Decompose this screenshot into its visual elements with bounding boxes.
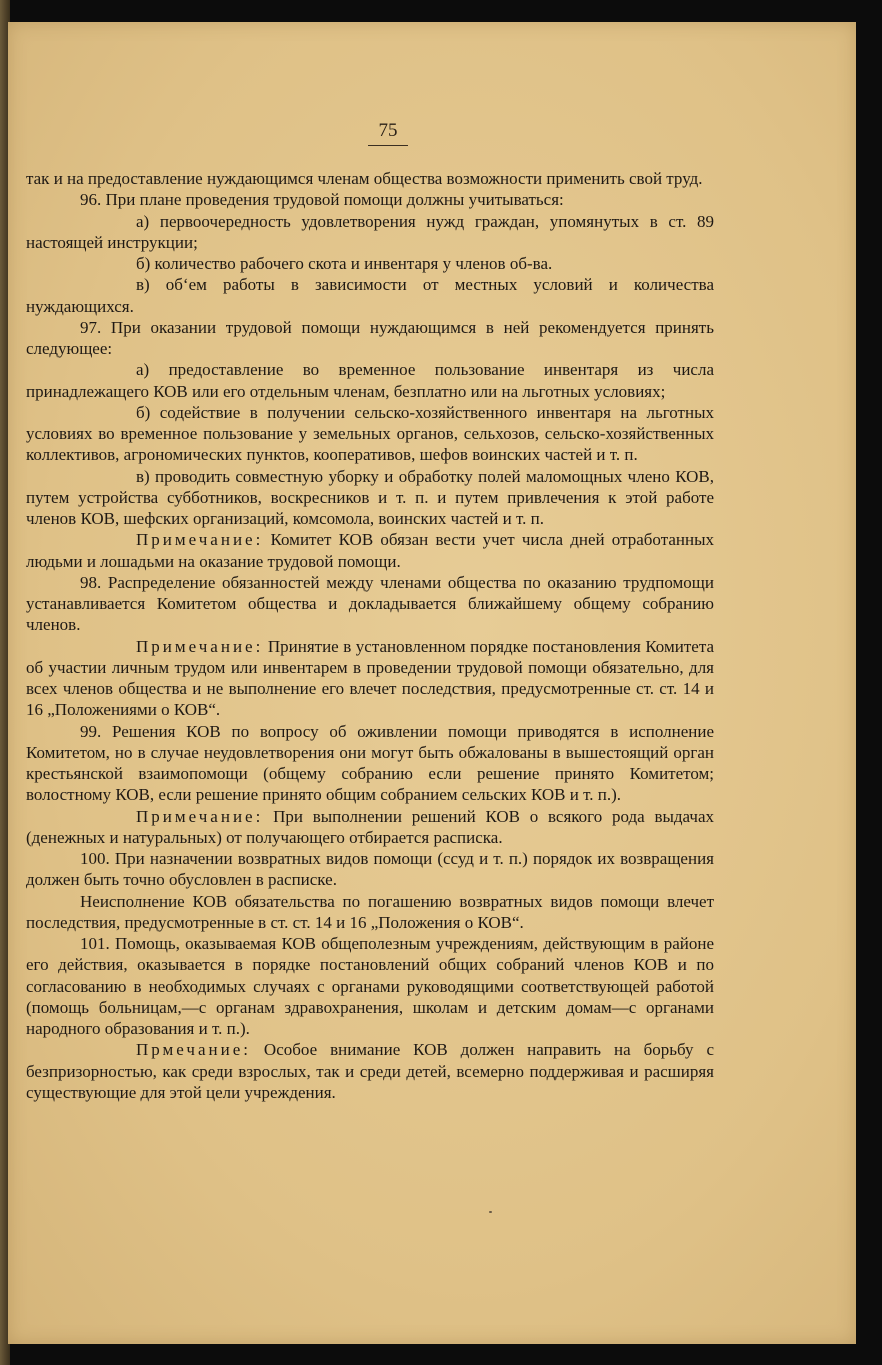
paragraph-97: 97. При оказании трудовой помощи нуждающимся в ней рекомендуется принять следующее: bbox=[26, 317, 714, 358]
item-97-c: в) проводить совместную уборку и обработку полей маломощных члено КОВ, путем устройства субботников, воскресников и т. п. и путем привлечения к этой работе членов КОВ, шефских организаций, комсомола, воинских частей и т. п. bbox=[26, 466, 714, 528]
note-label: Примечание: bbox=[136, 806, 264, 826]
ink-speck bbox=[489, 1211, 492, 1213]
note-text: Принятие в установленном порядке постановления Комитета об участии личным трудом или инвентарем в проведении трудовой помощи обязательно, для всех членов общества и не выполнение его влечет последствия, предусмотренные ст. ст. 14 и 16 „Положениями о КОВ“. bbox=[26, 636, 714, 720]
item-96-c: в) об‘ем работы в зависимости от местных условий и количества нуждающихся. bbox=[26, 275, 714, 316]
note-99 bbox=[26, 806, 714, 849]
note-text: Особое внимание КОВ должен направить на борьбу с безпризорностью, как среди взрослых, так и среди детей, всемерно поддерживая и расширяя существующие для этой цели учреждения. bbox=[26, 1040, 714, 1102]
paragraph-101: 101. Помощь, оказываемая КОВ общеполезным учреждениям, действующим в районе его действия, оказывается в порядке постановлений общих собраний членов КОВ и по согласованию в необходимых случаях с органами руководящими соответствующей работой (помощь больницам,—с органам здравохранения, школам и детским домам—с органами народного образования и т. п.). bbox=[26, 934, 714, 1038]
item-96-a: а) первоочередность удовлетворения нужд граждан, упомянутых в ст. 89 настоящей инструкции; bbox=[26, 211, 714, 252]
note-98 bbox=[26, 636, 714, 721]
paragraph-continuation: так и на предоставление нуждающимся членам общества возможности применить свой труд. bbox=[26, 169, 703, 188]
note-label: Прмечание: bbox=[136, 1040, 251, 1060]
paragraph-100-continued: Неисполнение КОВ обязательства по погашению возвратных видов помощи влечет последствия, предусмотренные в ст. ст. 14 и 16 „Положения о КОВ“. bbox=[26, 891, 714, 932]
paragraph-99: 99. Решения КОВ по вопросу об оживлении помощи приводятся в исполнение Комитетом, но в случае неудовлетворения они могут быть обжалованы в вышестоящий орган крестьянской взаимопомощи (общему собранию если решение принято Комитетом; волостному КОВ, если решение принято общим собранием сельских КОВ и т. п.). bbox=[26, 721, 714, 805]
note-101 bbox=[26, 1039, 714, 1103]
note-label: Примечание: bbox=[136, 636, 264, 656]
page-number: 75 bbox=[368, 120, 408, 146]
paragraph-100: 100. При назначении возвратных видов помощи (ссуд и т. п.) порядок их возвращения должен быть точно обусловлен в расписке. bbox=[26, 849, 714, 890]
note-97 bbox=[26, 529, 714, 572]
note-label: Примечание: bbox=[136, 530, 264, 550]
note-text: Комитет КОВ обязан вести учет числа дней отработанных людьми и лошадьми на оказание трудовой помощи. bbox=[26, 530, 714, 571]
paragraph-98: 98. Распределение обязанностей между членами общества по оказанию трудпомощи устанавливается Комитетом общества и докладывается ближайшему общему собранию членов. bbox=[26, 572, 714, 635]
paragraph-96: 96. При плане проведения трудовой помощи должны учитываться: bbox=[80, 190, 564, 210]
item-96-b: б) количество рабочего скота и инвентаря у членов об-ва. bbox=[136, 254, 553, 273]
item-97-a: а) предоставление во временное пользование инвентаря из числа принадлежащего КОВ или его отдельным членам, безплатно или на льготных условиях; bbox=[26, 360, 714, 401]
note-text: При выполнении решений КОВ о всякого рода выдачах (денежных и натуральных) от получающего отбирается расписка. bbox=[26, 806, 714, 847]
item-97-b: б) содействие в получении сельско-хозяйственного инвентаря на льготных условиях во временное пользование у земельных органов, сельхозов, сельско-хозяйственных коллективов, агрономических пунктов, кооперативов, шефов воинских частей и т. п. bbox=[26, 402, 714, 465]
page-body-text bbox=[26, 168, 714, 1103]
